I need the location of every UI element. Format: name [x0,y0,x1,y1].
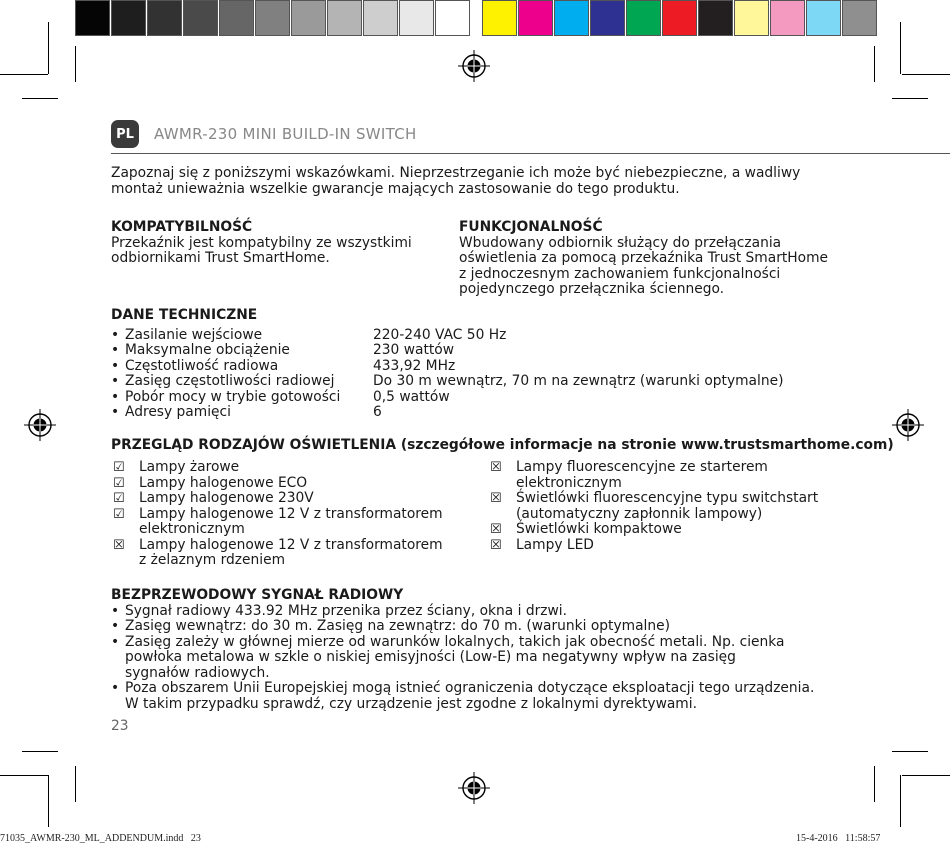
wireless-item [111,604,814,620]
lighting-item [113,491,443,507]
color-swatch [842,0,877,36]
crop-mark [900,22,901,74]
spec-value: Do 30 m wewnątrz, 70 m na zewnątrz (warunki optymalne) [373,373,784,389]
bullet-icon: • [111,373,120,389]
grayscale-swatch [255,0,290,36]
lighting-item-label: Lampy LED [516,536,594,553]
intro-paragraph: Zapoznaj się z poniższymi wskazówkami. Nieprzestrzeganie ich może być niebezpieczne, a wadliwy montaż unieważnia wszelkie gwarancje mających zastosowanie do tego produktu. [111,165,801,197]
checkbox-crossed-icon: ☒ [490,522,502,537]
crop-mark [22,751,58,752]
lighting-item-label: Świetlówki kompaktowe [516,521,682,537]
lighting-list-left [113,460,443,569]
spec-row [111,405,783,421]
bullet-icon: • [111,357,120,374]
crop-mark [874,766,875,802]
spec-value: 230 wattów [373,342,455,358]
checkbox-crossed-icon: ☒ [490,460,502,475]
lighting-list-right [490,460,818,553]
registration-mark-icon [458,50,490,82]
wireless-item-text: Sygnał radiowy 433.92 MHz przenika przez ściany, okna i drzwi. [125,602,568,619]
crop-mark [874,46,875,82]
color-swatch [590,0,625,36]
color-swatch [518,0,553,36]
color-swatch [698,0,733,36]
grayscale-swatch [147,0,182,36]
language-badge: PL [111,120,139,148]
spec-label: Zasięg częstotliwości radiowej [125,373,335,389]
grayscale-swatch [111,0,146,36]
spec-row [111,374,783,390]
crop-mark [48,775,49,827]
bullet-icon: • [111,633,120,650]
crop-mark [0,74,48,75]
grayscale-swatch [75,0,110,36]
color-swatch [482,0,517,36]
crop-mark [900,775,901,827]
bullet-icon: • [111,404,120,420]
bullet-icon: • [111,388,120,405]
grayscale-swatch [219,0,254,36]
spec-value: 0,5 wattów [373,388,450,405]
lighting-item-label: Lampy halogenowe 230V [139,490,314,506]
crop-mark [75,46,76,82]
lighting-item-label: Lampy halogenowe ECO [139,474,308,491]
grayscale-swatch [435,0,470,36]
grayscale-swatch [399,0,434,36]
color-swatch [626,0,661,36]
page-number: 23 [111,718,129,734]
checkbox-crossed-icon: ☒ [113,537,125,553]
bullet-icon: • [111,342,120,358]
spec-row [111,390,783,406]
lighting-item [113,538,443,569]
crop-mark [892,98,928,99]
color-swatch [662,0,697,36]
checkbox-checked-icon: ☑ [113,506,125,522]
lighting-item [113,476,443,492]
crop-mark [902,775,950,776]
spec-label: Zasilanie wejściowe [125,326,263,343]
lighting-item [113,507,443,538]
crop-mark [902,74,950,75]
lighting-item-label: Lampy fluorescencyjne ze starterem elektronicznym [516,459,768,491]
lighting-item [490,538,818,554]
checkbox-checked-icon: ☑ [113,491,125,506]
registration-mark-icon [24,409,56,441]
checkbox-checked-icon: ☑ [113,460,125,475]
wireless-section [111,588,814,712]
spec-row [111,359,783,375]
color-swatch [806,0,841,36]
spec-row [111,343,783,359]
crop-mark [22,98,58,99]
crop-mark [0,775,48,776]
date-slug: 15-4-2016 11:58:57 [796,833,881,844]
technical-data-section [111,308,783,421]
lighting-item [113,460,443,476]
file-slug: 71035_AWMR-230_ML_ADDENDUM.indd 23 [0,833,201,844]
bullet-icon: • [111,680,120,696]
grayscale-swatch [363,0,398,36]
crop-mark [892,751,928,752]
lighting-item-label: Świetlówki fluorescencyjne typu switchstart (automatyczny zapłonnik lampowy) [516,490,819,522]
grayscale-swatch [327,0,362,36]
bullet-icon: • [111,602,120,619]
wireless-item [111,681,814,712]
compatibility-heading: KOMPATYBILNOŚĆ [111,219,253,235]
spec-label: Częstotliwość radiowa [125,357,279,374]
spec-label: Pobór mocy w trybie gotowości [125,388,341,405]
wireless-item [111,635,814,682]
wireless-item-text: Zasięg wewnątrz: do 30 m. Zasięg na zewnątrz: do 70 m. (warunki optymalne) [125,618,670,634]
spec-label: Maksymalne obciążenie [125,342,290,358]
checkbox-checked-icon: ☑ [113,475,125,491]
lighting-overview-heading: PRZEGLĄD RODZAJÓW OŚWIETLENIA (szczegółowe informacje na stronie www.trustsmarthome.com) [111,437,894,453]
lighting-item [490,491,818,522]
wireless-item [111,619,814,635]
lighting-item-label: Lampy halogenowe 12 V z transformatorem elektronicznym [139,505,443,537]
lighting-item [490,522,818,538]
compatibility-section: KOMPATYBILNOŚĆ Przekaźnik jest kompatybilny ze wszystkimi odbiornikami Trust SmartHome. [111,219,412,266]
crop-mark [48,22,49,74]
wireless-item-text: Poza obszarem Unii Europejskiej mogą istnieć ograniczenia dotyczące eksploatacji tego urządzenia. W takim przypadku sprawdź, czy urządzenie jest zgodne z lokalnymi dyrektywami. [125,680,815,712]
page-title: AWMR-230 MINI BUILD-IN SWITCH [154,125,417,143]
bullet-icon: • [111,326,120,343]
technical-data-heading: DANE TECHNICZNE [111,307,258,323]
wireless-item-text: Zasięg zależy w głównej mierze od warunków lokalnych, takich jak obecność metali. Np. cienka powłoka metalowa w szkle o niskiej emisyjności (Low-E) ma negatywny wpływ na zasięg sygnałów radiowych. [125,633,785,681]
wireless-list [111,604,814,713]
grayscale-swatch [183,0,218,36]
spec-label: Adresy pamięci [125,404,231,420]
color-swatch [554,0,589,36]
color-swatch [734,0,769,36]
technical-data-table [111,328,783,421]
functionality-heading: FUNKCJONALNOŚĆ [459,219,603,235]
crop-mark [75,766,76,802]
checkbox-crossed-icon: ☒ [490,537,502,553]
spec-value: 220-240 VAC 50 Hz [373,326,507,343]
spec-value: 433,92 MHz [373,357,456,374]
wireless-heading: BEZPRZEWODOWY SYGNAŁ RADIOWY [111,587,404,603]
header-divider [111,153,950,154]
lighting-item-label: Lampy halogenowe 12 V z transformatorem z żelaznym rdzeniem [139,536,443,568]
bullet-icon: • [111,618,120,634]
grayscale-swatch [291,0,326,36]
functionality-section: FUNKCJONALNOŚĆ Wbudowany odbiornik służący do przełączania oświetlenia za pomocą przekaźnika Trust SmartHome z jednoczesnym zachowaniem funkcjonalności pojedynczego przełącznika ściennego. [459,219,829,297]
lighting-item-label: Lampy żarowe [139,459,240,475]
color-swatch [770,0,805,36]
spec-value: 6 [373,404,382,420]
registration-mark-icon [892,409,924,441]
spec-row [111,328,783,344]
lighting-item [490,460,818,491]
checkbox-crossed-icon: ☒ [490,491,502,506]
registration-mark-icon [458,772,490,804]
